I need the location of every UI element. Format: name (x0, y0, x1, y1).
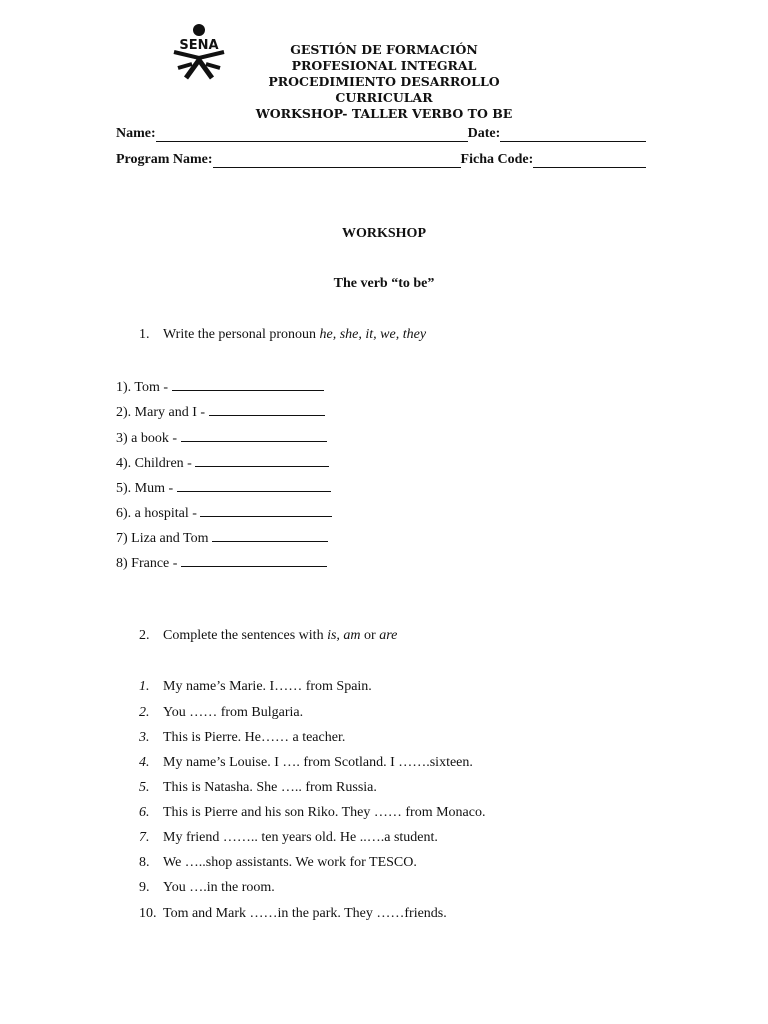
sentence-text: You ….in the room. (163, 880, 275, 895)
sentence-item (139, 805, 486, 821)
list-item (116, 402, 325, 421)
list-item (116, 478, 331, 497)
sentence-item (139, 880, 275, 896)
exercise-2-text-b: or (360, 628, 380, 643)
exercise-2-text-a: Complete the sentences with (163, 628, 328, 643)
list-item (116, 377, 324, 396)
list-item (116, 553, 327, 572)
list-item (116, 428, 327, 447)
sentence-number: 4. (139, 755, 150, 770)
header-line-2: PROCEDIMIENTO DESARROLLO CURRICULAR (268, 74, 500, 105)
name-label: Name: (116, 126, 156, 141)
sentence-number: 3. (139, 730, 150, 745)
answer-blank[interactable] (181, 553, 327, 567)
item-label: 3) a book - (116, 431, 181, 446)
program-name-field[interactable] (213, 153, 461, 168)
sentence-number: 8. (139, 855, 150, 870)
answer-blank[interactable] (177, 478, 331, 492)
answer-blank[interactable] (212, 528, 328, 542)
sentence-item (139, 780, 377, 796)
sentence-item (139, 855, 417, 871)
sentence-item (139, 679, 372, 695)
sentence-text: This is Pierre and his son Riko. They …… from Monaco. (163, 805, 486, 820)
ficha-code-label: Ficha Code: (460, 152, 534, 167)
exercise-1-pronouns: he, she, it, we, they (319, 327, 427, 342)
sentence-text: Tom and Mark ……in the park. They ……friends. (163, 906, 447, 921)
sentence-number: 6. (139, 805, 150, 820)
sentence-item (139, 906, 447, 922)
list-item (116, 528, 328, 547)
name-field[interactable] (156, 127, 468, 142)
item-label: 5). Mum - (116, 481, 177, 496)
header-line-3: WORKSHOP- TALLER VERBO TO BE (255, 106, 513, 121)
answer-blank[interactable] (172, 377, 324, 391)
sentence-number: 7. (139, 830, 150, 845)
list-item (116, 453, 329, 472)
answer-blank[interactable] (195, 453, 329, 467)
sentence-item (139, 755, 473, 771)
sentence-number: 9. (139, 880, 150, 895)
sentence-text: My friend …….. ten years old. He ..….a student. (163, 830, 438, 845)
exercise-2-number: 2. (139, 628, 150, 643)
sentence-number: 10. (139, 906, 157, 921)
sentence-text: My name’s Louise. I …. from Scotland. I …….sixteen. (163, 755, 473, 770)
program-ficha-row (116, 150, 646, 168)
exercise-1-instruction (139, 327, 426, 343)
sena-logo (168, 22, 230, 80)
item-label: 4). Children - (116, 456, 196, 471)
workshop-title: WORKSHOP (341, 226, 426, 241)
item-label: 7) Liza and Tom (116, 531, 212, 546)
sentence-text: My name’s Marie. I…… from Spain. (163, 679, 372, 694)
answer-blank[interactable] (209, 402, 325, 416)
svg-text:SENA: SENA (179, 38, 219, 53)
sentence-item (139, 705, 303, 721)
list-item (116, 503, 332, 522)
document-header (250, 42, 518, 122)
sentence-number: 2. (139, 705, 150, 720)
sentence-number: 5. (139, 780, 150, 795)
item-label: 1). Tom - (116, 380, 172, 395)
item-label: 6). a hospital - (116, 506, 201, 521)
date-field[interactable] (500, 127, 646, 142)
sentence-number: 1. (139, 679, 150, 694)
sentence-item (139, 830, 438, 846)
exercise-2-emph-a: is, am (327, 628, 361, 643)
answer-blank[interactable] (200, 503, 332, 517)
name-date-row (116, 124, 646, 142)
header-line-1: GESTIÓN DE FORMACIÓN PROFESIONAL INTEGRAL (290, 42, 478, 73)
sentence-text: You …… from Bulgaria. (163, 705, 304, 720)
item-label: 8) France - (116, 556, 181, 571)
sentence-text: We …..shop assistants. We work for TESCO. (163, 855, 417, 870)
exercise-1-text: Write the personal pronoun (163, 327, 320, 342)
sentence-text: This is Pierre. He…… a teacher. (163, 730, 346, 745)
sentence-text: This is Natasha. She ….. from Russia. (163, 780, 377, 795)
ficha-code-field[interactable] (533, 153, 646, 168)
program-name-label: Program Name: (116, 152, 213, 167)
subtitle: The verb “to be” (333, 276, 435, 291)
exercise-2-emph-b: are (379, 628, 398, 643)
answer-blank[interactable] (181, 428, 327, 442)
item-label: 2). Mary and I - (116, 405, 209, 420)
exercise-1-number: 1. (139, 327, 150, 342)
exercise-2-instruction (139, 628, 397, 644)
date-label: Date: (467, 126, 501, 141)
sentence-item (139, 730, 345, 746)
